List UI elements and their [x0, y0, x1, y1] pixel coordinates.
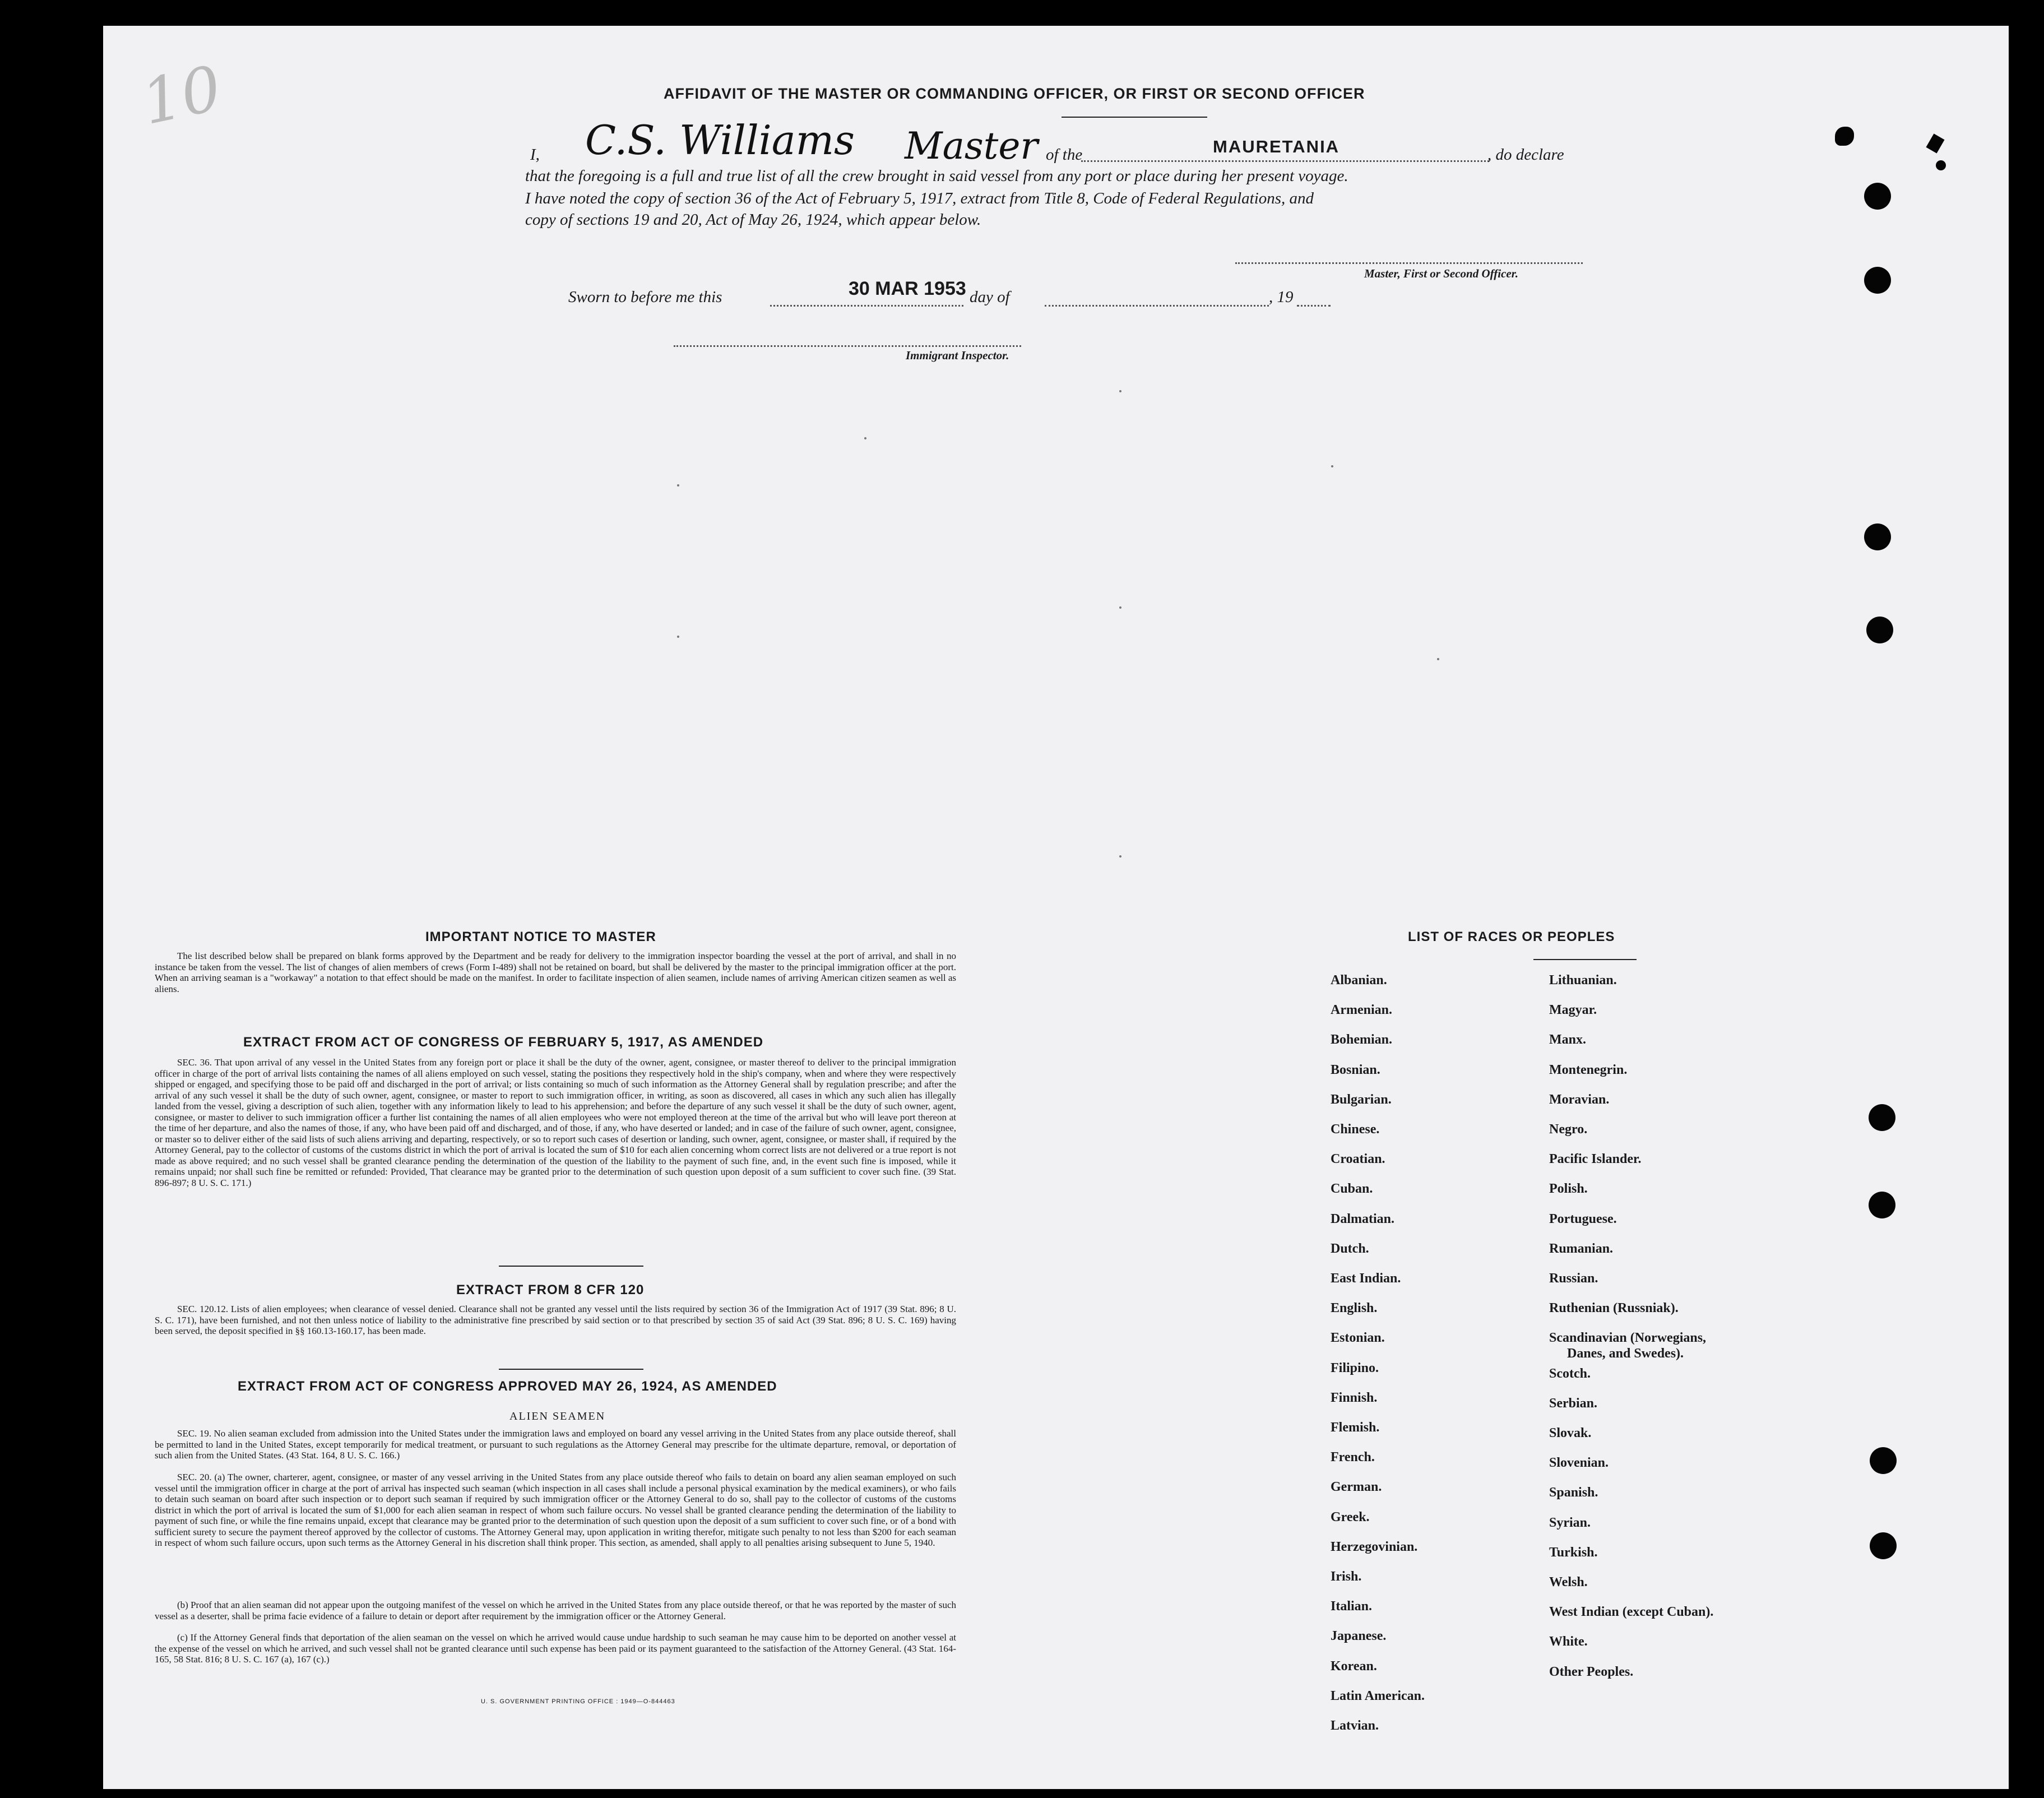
race-item: Other Peoples.: [1549, 1664, 1634, 1679]
year-line: [1297, 305, 1331, 307]
race-item: Latin American.: [1331, 1688, 1425, 1703]
race-item: Scotch.: [1549, 1366, 1591, 1381]
master-label: Master, First or Second Officer.: [1364, 267, 1518, 280]
extract-1917-title: EXTRACT FROM ACT OF CONGRESS OF FEBRUARY 5, 1917, AS AMENDED: [243, 1035, 764, 1050]
punch-hole: [1864, 183, 1891, 210]
race-item: Dalmatian.: [1331, 1211, 1394, 1226]
race-item: White.: [1549, 1634, 1588, 1649]
race-item: Negro.: [1549, 1122, 1588, 1137]
divider-rule-1: [499, 1266, 643, 1267]
rank-handwritten: Master: [905, 124, 1038, 168]
race-item: French.: [1331, 1450, 1375, 1465]
race-item: Flemish.: [1331, 1420, 1380, 1435]
binding-mark: [1835, 127, 1854, 146]
race-item: Scandinavian (Norwegians,: [1549, 1331, 1707, 1346]
vessel-line: [1081, 160, 1489, 162]
race-item: English.: [1331, 1301, 1378, 1316]
extract-cfr-title: EXTRACT FROM 8 CFR 120: [456, 1282, 645, 1297]
race-item: Montenegrin.: [1549, 1062, 1628, 1077]
sec-20c-body: (c) If the Attorney General finds that deportation of the alien seaman on the vessel on which he arrived would cause undue hardship to such seaman he may cause him to be deported on another vessel at the expense of the vessel on which he arrived, and such vessel shall not be granted clearance until such expense has been paid or its payment guaranteed to the satisfaction of the Attorney General. (43 Stat. 164-165, 58 Stat. 816; 8 U. S. C. 167 (a), 167 (c).): [155, 1632, 956, 1665]
race-item: Croatian.: [1331, 1152, 1385, 1167]
punch-hole: [1870, 1447, 1897, 1474]
margin-number: 10: [136, 52, 228, 139]
extract-1917-body: SEC. 36. That upon arrival of any vessel in the United States from any foreign port or place it shall be the duty of the owner, agent, consignee, or master thereof to deliver to the principal immigration officer in charge of the port of arrival lists containing the names of all aliens employed on such vessel, stating the positions they respectively hold in the ship's company, when and where they were respectively shipped or engaged, and specifying those to be paid off and discharged in the port of arrival; or lists containing so much of such information as the Attorney General shall by regulation prescribe; and after the arrival of any such vessel it shall be the duty of such owner, agent, consignee, or master to report to such immigration officer, in writing, as soon as discovered, all cases in which any such alien has illegally landed from the vessel, giving a description of such alien, together with any information likely to lead to his apprehension; and before the departure of any such vessel it shall be the duty of such owner, agent, consignee, or master to deliver to such immigration officer a further list containing the names of all alien employees who were not employed thereon at the time of the arrival but who will leave port thereon at the time of her departure, and also the names of those, if any, who have been paid off and discharged, and of those, if any, who have deserted or landed; and in case of the failure of such owner, agent, consignee, or master so to deliver either of the said lists of such aliens arriving and departing, respectively, or so to report such cases of desertion or landing, such owner, agent, consignee, or master shall, if required by the Attorney General, pay to the collector of customs of the customs district in which the port of arrival is located the sum of $10 for each alien concerning whom correct lists are not delivered or a true report is not made as above required; and no such vessel shall be granted clearance pending the determination of the question of the liability to the payment of such fine, and, in the event such fine is imposed, while it remains unpaid; nor shall such fine be remitted or refunded: Provided, That clearance may be granted prior to the determination of such question upon deposit of a sum sufficient to cover such fine. (39 Stat. 896-897; 8 U. S. C. 171.): [155, 1057, 956, 1188]
race-item: Russian.: [1549, 1271, 1598, 1286]
race-item: West Indian (except Cuban).: [1549, 1605, 1714, 1620]
sworn-date-line: [770, 305, 963, 307]
affidavit-line-2: that the foregoing is a full and true list of all the crew brought in said vessel from any port or place during her present voyage.: [525, 167, 1348, 185]
speck: [864, 437, 866, 439]
notice-title: IMPORTANT NOTICE TO MASTER: [425, 929, 656, 944]
binding-mark: [1926, 133, 1944, 153]
races-title: LIST OF RACES OR PEOPLES: [1408, 929, 1615, 944]
year-label: , 19: [1269, 288, 1294, 306]
race-item: Dutch.: [1331, 1241, 1369, 1256]
race-item: Korean.: [1331, 1658, 1377, 1674]
divider-rule-2: [499, 1369, 643, 1370]
document-page: [103, 26, 2009, 1789]
race-item: Armenian.: [1331, 1003, 1392, 1018]
speck: [677, 484, 679, 486]
race-item: Bohemian.: [1331, 1032, 1393, 1048]
race-item: East Indian.: [1331, 1271, 1401, 1286]
race-item: Chinese.: [1331, 1122, 1380, 1137]
race-item: Latvian.: [1331, 1718, 1379, 1733]
speck: [1119, 855, 1121, 858]
printing-office-imprint: U. S. GOVERNMENT PRINTING OFFICE : 1949—O-844463: [481, 1698, 675, 1705]
sworn-date-stamp: 30 MAR 1953: [849, 278, 966, 299]
sec-19-body: SEC. 19. No alien seaman excluded from admission into the United States under the immigration laws and employed on board any vessel arriving in the United States from any place outside thereof, shall be permitted to land in the United States, except temporarily for medical treatment, or pursuant to such regulations as the Attorney General may prescribe for the ultimate departure, removal, or deportation of such alien from the United States. (43 Stat. 164, 8 U. S. C. 166.): [155, 1428, 956, 1461]
race-item: Greek.: [1331, 1509, 1370, 1524]
race-item: Filipino.: [1331, 1360, 1379, 1375]
race-item: Irish.: [1331, 1569, 1362, 1584]
race-item: Estonian.: [1331, 1331, 1385, 1346]
race-item: Slovenian.: [1549, 1456, 1609, 1471]
race-item: Slovak.: [1549, 1426, 1592, 1440]
punch-hole: [1870, 1532, 1897, 1559]
race-item: Rumanian.: [1549, 1241, 1614, 1256]
speck: [1119, 390, 1121, 392]
race-item: Portuguese.: [1549, 1211, 1617, 1226]
race-item: Moravian.: [1549, 1092, 1610, 1107]
punch-hole: [1864, 267, 1891, 294]
speck: [677, 636, 679, 638]
race-item: Italian.: [1331, 1599, 1373, 1614]
extract-cfr-body: SEC. 120.12. Lists of alien employees; when clearance of vessel denied. Clearance shall not be granted any vessel until the lists required by section 36 of the Immigration Act of 1917 (39 Stat. 896; 8 U. S. C. 171), have been furnished, and not then unless notice of liability to the administrative fine prescribed by said section or to that prescribed by section 35 of said Act (39 Stat. 896; 8 U. S. C. 169) having been served, the deposit specified in §§ 160.13-160.17, has been made.: [155, 1304, 956, 1336]
race-item: Cuban.: [1331, 1181, 1373, 1197]
master-signature-line: [1235, 262, 1583, 264]
vessel-name: MAURETANIA: [1213, 137, 1340, 156]
punch-hole: [1869, 1192, 1895, 1218]
speck: [1437, 658, 1439, 660]
punch-hole: [1864, 523, 1891, 550]
title-rule: [1062, 117, 1207, 118]
speck: [1119, 606, 1121, 609]
extract-1924-title: EXTRACT FROM ACT OF CONGRESS APPROVED MAY 26, 1924, AS AMENDED: [238, 1379, 777, 1394]
race-item: Bosnian.: [1331, 1062, 1380, 1077]
race-item: Herzegovinian.: [1331, 1539, 1418, 1554]
sec-20a-body: SEC. 20. (a) The owner, charterer, agent, consignee, or master of any vessel arriving in the United States from any place outside thereof who fails to detain on board any alien seaman employed on such vessel until the immigration officer in charge at the port of arrival has inspected such seaman (which inspection in all cases shall include a personal physical examination by the medical examiners), or who fails to detain such seaman on board after such inspection or to deport such seaman if required by such immigration officer or the Attorney General to do so, shall pay to the collector of customs of the customs district in which the port of arrival is located the sum of $1,000 for each alien seaman in respect of whom such failure occurs. No vessel shall be granted clearance pending the determination of the liability to payment of such fine, or while the fine remains unpaid, except that clearance may be granted prior to the determination of such question upon the deposit of a sum sufficient to cover such fine, or of a bond with sufficient surety to secure the payment thereof approved by the collector of customs. The Attorney General may, upon application in writing therefor, mitigate such penalty to not less than $200 for each seaman in respect of whom such failure occurs, upon such terms as the Attorney General in his discretion shall think proper. This section, as amended, shall apply to all penalties arising subsequent to June 5, 1940.: [155, 1472, 956, 1548]
inspector-line: [674, 345, 1021, 347]
month-line: [1045, 305, 1269, 307]
punch-hole: [1866, 617, 1893, 643]
inspector-label: Immigrant Inspector.: [906, 349, 1009, 362]
race-item: Polish.: [1549, 1181, 1588, 1197]
race-item: Danes, and Swedes).: [1567, 1346, 1684, 1361]
affidavit-line-3: I have noted the copy of section 36 of the Act of February 5, 1917, extract from Title 8, Code of Federal Regulations, and: [525, 189, 1314, 207]
day-of-label: day of: [970, 288, 1010, 306]
race-item: Bulgarian.: [1331, 1092, 1392, 1107]
of-the-label: of the: [1046, 146, 1083, 164]
extract-1924-subtitle: ALIEN SEAMEN: [509, 1410, 606, 1422]
races-title-rule: [1533, 959, 1637, 960]
race-item: Welsh.: [1549, 1575, 1588, 1590]
race-item: Serbian.: [1549, 1396, 1598, 1411]
affidavit-line-4: copy of sections 19 and 20, Act of May 26, 1924, which appear below.: [525, 211, 981, 229]
race-item: Magyar.: [1549, 1003, 1597, 1018]
race-item: Manx.: [1549, 1032, 1586, 1048]
sworn-label: Sworn to before me this: [568, 288, 722, 306]
sec-20b-body: (b) Proof that an alien seaman did not appear upon the outgoing manifest of the vessel on which he arrived in the United States from any place outside thereof, or that he was reported by the master of such vessel as a deserter, shall be prima facie evidence of a failure to detain or deport after requirement by the immigration officer or the Attorney General.: [155, 1600, 956, 1621]
do-declare-label: , do declare: [1487, 146, 1564, 164]
race-item: Ruthenian (Russniak).: [1549, 1301, 1679, 1316]
race-item: Finnish.: [1331, 1390, 1378, 1405]
affidavit-title: AFFIDAVIT OF THE MASTER OR COMMANDING OFFICER, OR FIRST OR SECOND OFFICER: [664, 85, 1365, 102]
race-item: Syrian.: [1549, 1515, 1591, 1530]
speck: [1331, 465, 1333, 467]
race-item: Lithuanian.: [1549, 973, 1617, 988]
binding-mark: [1936, 160, 1946, 170]
punch-hole: [1869, 1104, 1895, 1131]
signature: C.S. Williams: [585, 117, 855, 164]
race-item: Pacific Islander.: [1549, 1152, 1642, 1167]
i-label: I,: [530, 146, 540, 164]
race-item: Japanese.: [1331, 1629, 1387, 1644]
race-item: German.: [1331, 1480, 1382, 1495]
race-item: Turkish.: [1549, 1545, 1598, 1560]
race-item: Spanish.: [1549, 1485, 1598, 1500]
notice-body: The list described below shall be prepared on blank forms approved by the Department and be ready for delivery to the immigration inspector boarding the vessel at the port of arrival, and shall in no instance be taken from the vessel. The list of changes of alien members of crews (Form I-489) shall not be retained on board, but shall be delivered by the master to the principal immigration officer at the port. When an arriving seaman is a "workaway" a notation to that effect should be made on the manifest. In order to facilitate inspection of alien seamen, include names of arriving American citizen seamen as well as aliens.: [155, 951, 956, 994]
race-item: Albanian.: [1331, 973, 1387, 988]
